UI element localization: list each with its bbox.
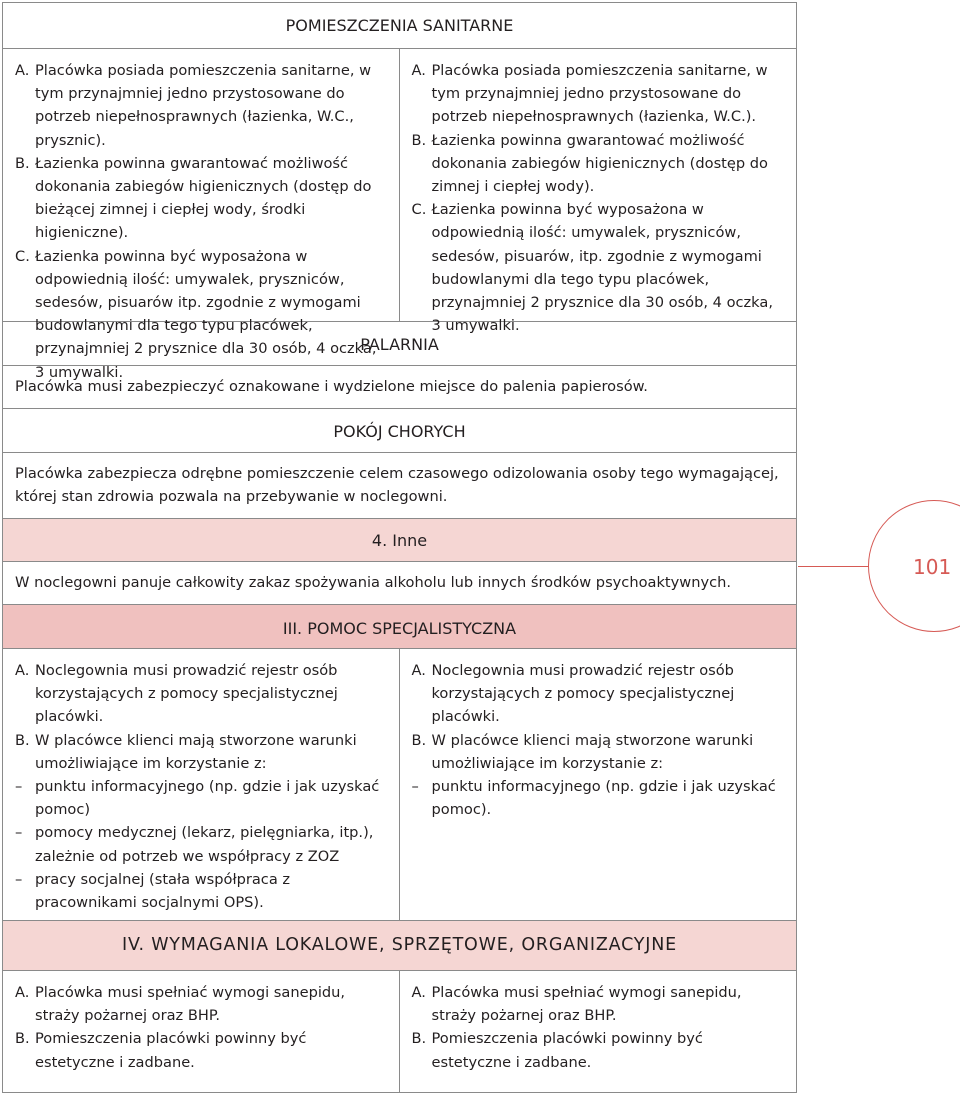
section-title: 4. Inne: [371, 531, 428, 550]
sickroom-text: Placówka zabezpiecza odrębne pomieszczenie celem czasowego odizolowania osoby tego wymagającej, której stan zdrowia pozwala na przebywanie w noclegowni.: [2, 453, 797, 519]
page-number-badge: [868, 500, 960, 632]
list-item: A. Placówka posiada pomieszczenia sanitarne, w tym przynajmniej jedno przystosowane do potrzeb niepełnosprawnych (łazienka, W.C.).: [411, 62, 768, 126]
standards-table: [2, 2, 797, 1093]
section-title: POKÓJ CHORYCH: [333, 422, 466, 441]
section-title: IV. WYMAGANIA LOKALOWE, SPRZĘTOWE, ORGANIZACYJNE: [122, 935, 677, 955]
list-item: B. Pomieszczenia placówki powinny być estetyczne i zadbane.: [411, 1030, 703, 1071]
smoking-text: Placówka musi zabezpieczyć oznakowane i wydzielone miejsce do palenia papierosów.: [2, 366, 797, 409]
list-item: A. Placówka musi spełniać wymogi sanepidu, straży pożarnej oraz BHP.: [411, 984, 742, 1025]
requirements-columns: [2, 971, 797, 1093]
section-header-specialist: [2, 605, 797, 649]
dash-item: – pomocy medycznej (lekarz, pielęgniarka, itp.), zależnie od potrzeb we współpracy z ZOZ: [15, 824, 374, 865]
list-item: A. Noclegownia musi prowadzić rejestr osób korzystających z pomocy specjalistycznej placówki.: [15, 662, 338, 726]
list-item: B. Łazienka powinna gwarantować możliwość dokonania zabiegów higienicznych (dostęp do zimnej i ciepłej wody).: [411, 131, 768, 196]
requirements-left-column: [3, 971, 400, 1092]
list-item: C. Łazienka powinna być wyposażona w odpowiednią ilość: umywalek, pryszniców, sedesów, pisuarów itp. zgodnie z wymogami budowlanymi dla tego typu placówek, przynajmniej 2 prysznice dla 30 osób, 4 oczka, 3 umywalki.: [15, 247, 377, 381]
dash-item: – punktu informacyjnego (np. gdzie i jak uzyskać pomoc): [15, 778, 380, 819]
requirements-right-column: [400, 971, 797, 1092]
section-title: PALARNIA: [360, 335, 439, 354]
specialist-right-column: [400, 649, 797, 920]
dash-item: – pracy socjalnej (stała współpraca z pracownikami socjalnymi OPS).: [15, 870, 291, 912]
section-header-other: [2, 519, 797, 562]
list-item: A. Placówka musi spełniać wymogi sanepidu, straży pożarnej oraz BHP.: [15, 984, 346, 1025]
list-item: B. W placówce klienci mają stworzone warunki umożliwiające im korzystanie z:: [15, 731, 357, 772]
list-item: B. Łazienka powinna gwarantować możliwość dokonania zabiegów higienicznych (dostęp do bieżącej zimnej i ciepłej wody, środki higieniczne).: [15, 154, 372, 242]
section-title: III. POMOC SPECJALISTYCZNA: [282, 619, 517, 638]
sanitary-right-column: [400, 49, 797, 335]
section-title: POMIESZCZENIA SANITARNE: [285, 16, 514, 35]
list-item: C. Łazienka powinna być wyposażona w odpowiednią ilość: umywalek, pryszniców, sedesów, pisuarów, itp. zgodnie z wymogami budowlanymi dla tego typu placówek, przynajmniej 2 prysznice dla 30 osób, 4 oczka, 3 umywalki.: [411, 201, 773, 335]
section-header-sanitary: [2, 3, 797, 49]
list-item: B. Pomieszczenia placówki powinny być estetyczne i zadbane.: [15, 1030, 307, 1071]
specialist-left-column: [3, 649, 400, 920]
dash-item: – punktu informacyjnego (np. gdzie i jak uzyskać pomoc).: [411, 778, 776, 819]
other-text: W noclegowni panuje całkowity zakaz spożywania alkoholu lub innych środków psychoaktywnych.: [2, 562, 797, 605]
section-header-requirements: [2, 921, 797, 971]
specialist-columns: [2, 649, 797, 921]
page-number-connector-line: [798, 566, 870, 567]
list-item: A. Noclegownia musi prowadzić rejestr osób korzystających z pomocy specjalistycznej placówki.: [411, 662, 735, 726]
page-number: 101: [913, 555, 952, 579]
list-item: B. W placówce klienci mają stworzone warunki umożliwiające im korzystanie z:: [411, 731, 754, 772]
list-item: A. Placówka posiada pomieszczenia sanitarne, w tym przynajmniej jedno przystosowane do potrzeb niepełnosprawnych (łazienka, W.C., prysznic).: [15, 62, 372, 149]
section-header-sickroom: [2, 409, 797, 453]
